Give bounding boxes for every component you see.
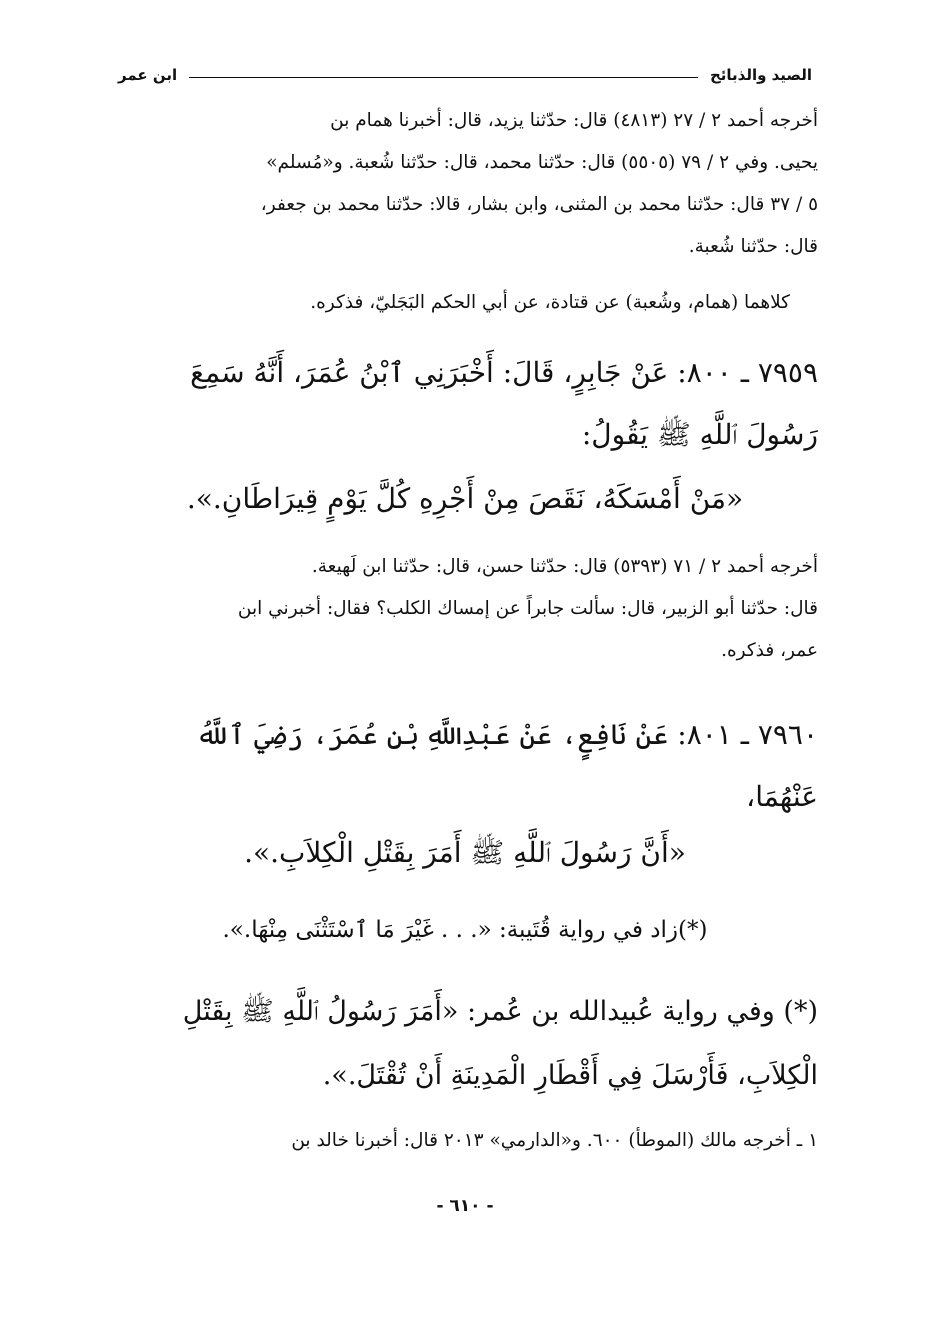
text-line: يحيى. وفي ٢ / ٧٩ (٥٥٠٥) قال: حدّثنا محمد، قال: حدّثنا شُعبة. و«مُسلم»: [266, 152, 818, 173]
text-line: ١ ـ أخرجه مالك (الموطأ) ٦٠٠. و«الدارمي» ٢٠١٣ قال: أخبرنا خالد بن: [291, 1130, 818, 1151]
variant-line: الْكِلاَبِ، فَأَرْسَلَ فِي أَقْطَارِ الْمَدِينَةِ أَنْ تُقْتَلَ.».: [322, 1060, 818, 1091]
variant-line: (*)زاد في رواية قُتَيبة: «. . . غَيْرَ مَا ٱسْتَثْنَى مِنْهَا.».: [222, 917, 708, 943]
text-line: كلاهما (همام، وشُعبة) عن قتادة، عن أبي الحكم البَجَليّ، فذكره.: [310, 292, 790, 313]
takhrij-paragraph-3: [112, 1120, 818, 1162]
chapter-title: الصيد والذبائح: [709, 66, 812, 84]
variant-line: (*) وفي رواية عُبيدالله بن عُمر: «أَمَرَ رَسُولُ ٱللَّهِ ﷺ بِقَتْلِ: [182, 996, 818, 1027]
text-line: ٥ / ٣٧ قال: حدّثنا محمد بن المثنى، وابن بشار، قالا: حدّثنا محمد بن جعفر،: [260, 194, 818, 215]
header-rule: [189, 77, 698, 78]
riwaya-ubaydullah: [112, 980, 818, 1108]
hadith-line: ٧٩٥٩ ـ ٨٠٠: عَنْ جَابِرٍ، قَالَ: أَخْبَرَنِي ٱبْنُ عُمَرَ، أَنَّهُ سَمِعَ: [190, 356, 818, 389]
hadith-line: ٧٩٦٠ ـ ٨٠١: عَنْ نَافِعٍ، عَنْ عَبْدِاللَّهِ بْنِ عُمَرَ، رَضِيَ ٱللَّهُ: [195, 718, 818, 751]
text-line: عمر، فذكره.: [721, 640, 818, 661]
hadith-7959: [112, 342, 818, 466]
hadith-7960: [112, 704, 818, 828]
matn-line: «أَنَّ رَسُولَ ٱللَّهِ ﷺ أَمَرَ بِقَتْلِ الْكِلاَبِ.».: [244, 836, 686, 869]
hadith-line: رَسُولَ ٱللَّهِ ﷺ يَقُولُ:: [581, 418, 818, 451]
matn-line: «مَنْ أَمْسَكَهُ، نَقَصَ مِنْ أَجْرِهِ كُلَّ يَوْمٍ قِيرَاطَانِ.».: [186, 482, 744, 515]
matn-7959: [112, 468, 818, 530]
page-number: - ٦١٠ -: [436, 1196, 494, 1216]
running-head: [118, 66, 812, 84]
text-line: أخرجه أحمد ٢ / ٢٧ (٤٨١٣) قال: حدّثنا يزيد، قال: أخبرنا همام بن: [330, 110, 818, 131]
text-line: قال: حدّثنا أبو الزبير، قال: سألت جابراً عن إمساك الكلب؟ فقال: أخبرني ابن: [237, 598, 818, 619]
chain-note-1: [112, 282, 790, 324]
ziyada-qutayba: [112, 910, 818, 950]
text-line: أخرجه أحمد ٢ / ٧١ (٥٣٩٣) قال: حدّثنا حسن، قال: حدّثنا ابن لَهيعة.: [311, 556, 818, 577]
text-line: قال: حدّثنا شُعبة.: [688, 236, 818, 257]
section-title: ابن عمر: [118, 66, 178, 84]
hadith-line: عَنْهُمَا،: [746, 780, 818, 813]
takhrij-paragraph-2: [112, 546, 818, 672]
matn-7960: [112, 822, 818, 884]
takhrij-paragraph-1: [112, 100, 818, 268]
